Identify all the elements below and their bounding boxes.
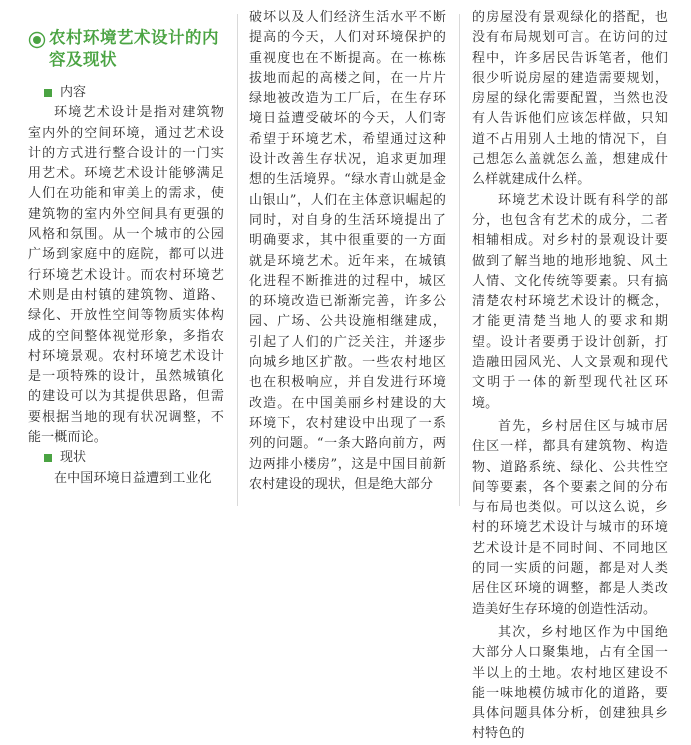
paragraph-continued: 破坏以及人们经济生活水平不断提高的今天，人们对环境保护的重视度也在不断提高。在一栋栋拔地而起的高楼之间，在一片片绿地被改造为工厂后，在生存环境日益遭受破坏的今天，人们寄希望于环境艺术，希望通过这种设计改善生存状况，追求更加理想的生活境界。“绿水青山就是金山银山”，人们在主体意识崛起的同时，对自身的生活环境提出了明确要求，其中很重要的一方面就是环境艺术。近年来，在城镇化进程不断推进的过程中，城区的环境改造已渐渐完善，许多公园、广场、公共设施相继建成，引起了人们的广泛关注，并逐步向城乡地区扩散。一些农村地区也在积极响应，并自发进行环境改造。在中国美丽乡村建设的大环境下，农村建设中出现了一系列的问题。“一条大路向前方，两边两排小楼房”，这是中国目前新农村建设的现状，但是绝大部分 bbox=[249, 10, 446, 492]
paragraph: 在中国环境日益遭到工业化 bbox=[54, 470, 212, 486]
column-divider bbox=[237, 14, 238, 506]
section-heading-text: 内容 bbox=[60, 85, 87, 100]
column-2 bbox=[249, 0, 446, 495]
article-header bbox=[28, 27, 224, 71]
column-3 bbox=[472, 0, 668, 745]
paragraph-continued: 的房屋没有景观绿化的搭配，也没有布局规划可言。在访问的过程中，许多居民告诉笔者，他们很少听说房屋的建造需要规划，房屋的绿化需要配置，当然也没有人告诉他们应该怎样做，只知道不占用别人土地的情况下，自己想怎么盖就怎么盖，想建成什么样就建成什么样。 bbox=[472, 10, 668, 188]
circle-bullet-icon bbox=[28, 31, 46, 49]
article-title: 农村环境艺术设计的内容及现状 bbox=[49, 28, 219, 69]
section-heading-text: 现状 bbox=[60, 450, 87, 466]
paragraph: 其次，乡村地区作为中国绝大部分人口聚集地，占有全国一半以上的土地。农村地区建设不能一味地模仿城市化的道路，要具体问题具体分析，创建独具乡村特色的 bbox=[472, 624, 668, 742]
paragraph: 环境艺术设计是指对建筑物室内外的空间环境，通过艺术设计的方式进行整合设计的一门实用艺术。环境艺术设计能够满足人们在功能和审美上的需求，使建筑物的室内外空间具有更强的风格和氛围。从一个城市的公园广场到家庭中的庭院，都可以进行环境艺术设计。而农村环境艺术则是由村镇的建筑物、道路、绿化、开放性空间等物质实体构成的空间整体视觉形象，多指农村环境景观。农村环境艺术设计是一项特殊的设计，虽然城镇化的建设可以为其提供思路，但需要根据当地的现有状况调整，不能一概而论。 bbox=[28, 105, 224, 446]
square-bullet-icon bbox=[44, 454, 52, 462]
paragraph: 环境艺术设计既有科学的部分，也包含有艺术的成分，二者相辅相成。对乡村的景观设计要做到了解当地的地形地貌、风土人情、文化传统等要素。只有搞清楚农村环境艺术设计的概念，才能更清楚当地人的要求和期望。设计者要勇于设计创新，打造融田园风光、人文景观和现代文明于一体的新型现代社区环境。 bbox=[472, 192, 668, 411]
section-heading bbox=[28, 83, 224, 103]
square-bullet-icon bbox=[44, 89, 52, 97]
paragraph: 首先，乡村居住区与城市居住区一样，都具有建筑物、构造物、道路系统、绿化、公共性空间等要素，各个要素之间的分布与布局也类似。可以这么说，乡村的环境艺术设计与城市的环境艺术设计是不同时间、不同地区的同一实质的问题，都是对人类居住区环境的调整，都是人类改造美好生存环境的创造性活动。 bbox=[472, 418, 668, 617]
section-heading bbox=[28, 448, 224, 468]
column-divider bbox=[459, 14, 460, 506]
column-1 bbox=[28, 0, 224, 489]
